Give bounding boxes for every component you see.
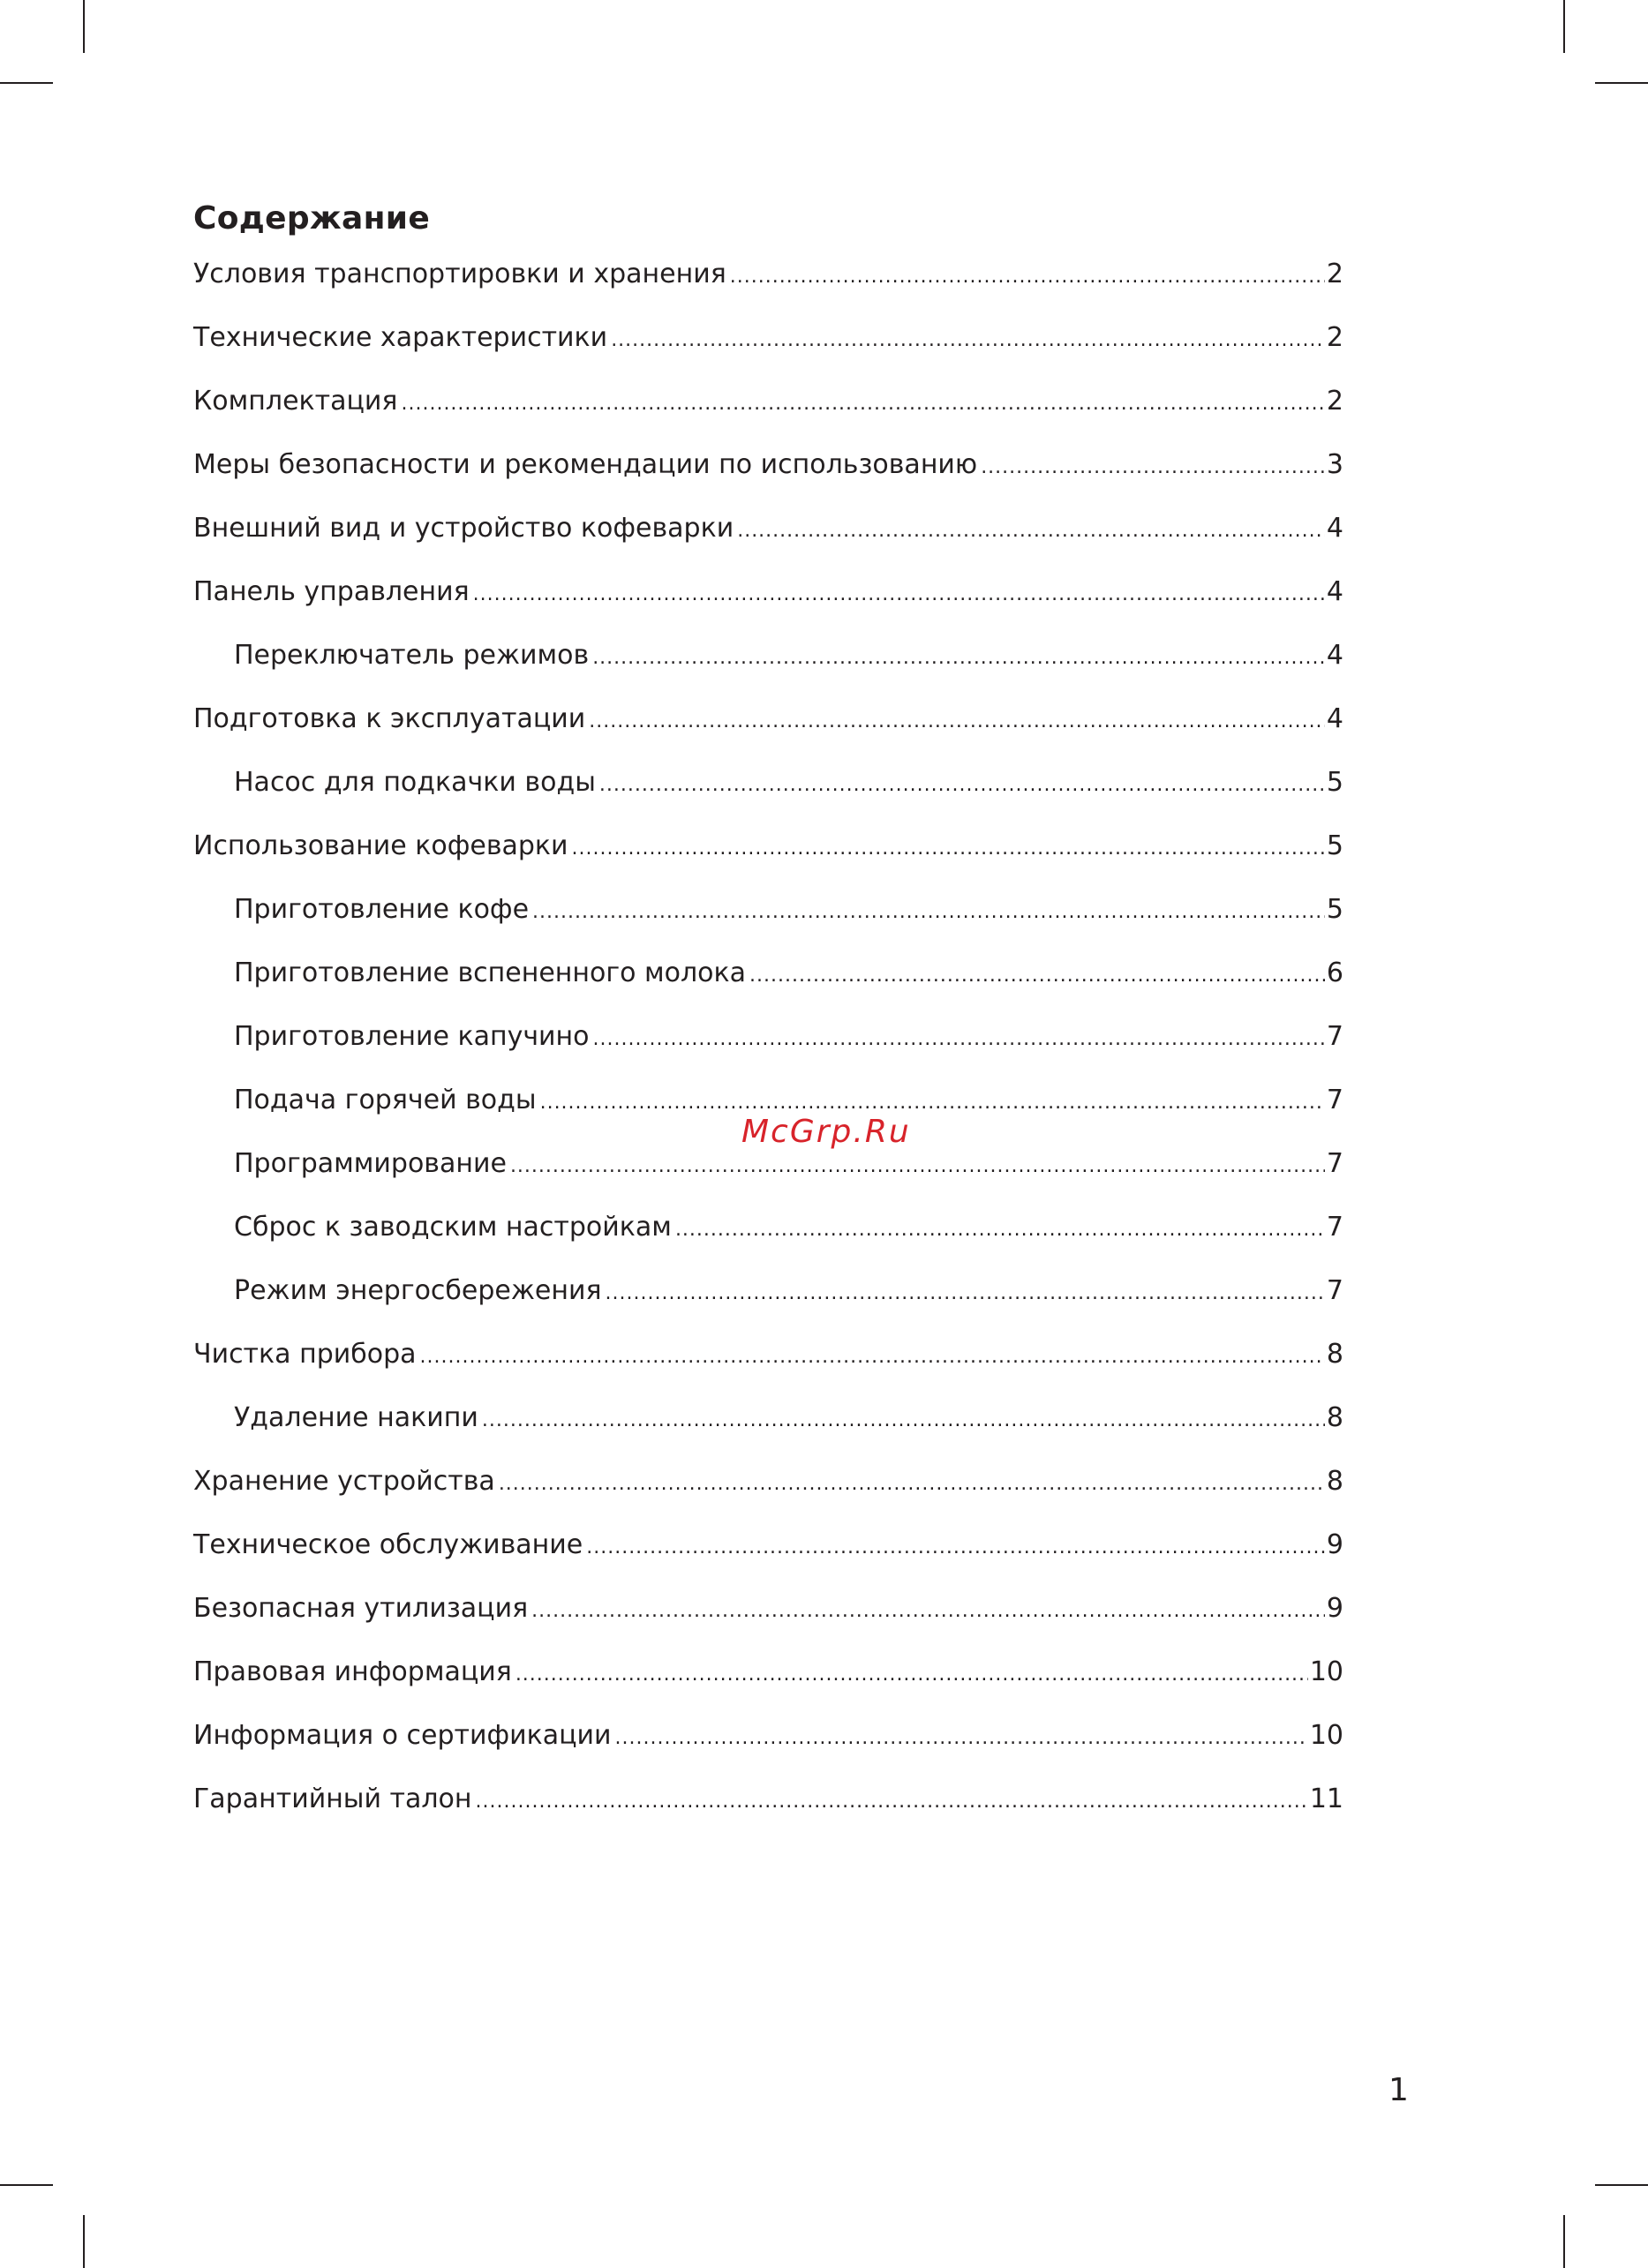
- toc-entry[interactable]: [193, 571, 1343, 635]
- toc-entry[interactable]: [193, 1143, 1343, 1206]
- toc-entry-title: Правовая информация: [193, 1656, 512, 1687]
- toc-entry-title: Сброс к заводским настройкам: [234, 1212, 672, 1243]
- toc-entry[interactable]: [193, 444, 1343, 507]
- toc-entry-title: Хранение устройства: [193, 1466, 495, 1497]
- toc-dot-leader: [482, 1400, 1325, 1442]
- toc-entry[interactable]: [193, 1270, 1343, 1333]
- crop-mark-bottom-right-horizontal: [1595, 2184, 1648, 2186]
- toc-entry-title: Гарантийный талон: [193, 1784, 472, 1814]
- toc-entry-title: Подача горячей воды: [234, 1085, 537, 1115]
- toc-entry-title: Режим энергосбережения: [234, 1275, 602, 1306]
- toc-entry-page-number: 4: [1326, 513, 1343, 544]
- crop-mark-bottom-right-vertical: [1563, 2215, 1565, 2268]
- toc-entry-page-number: 8: [1326, 1339, 1343, 1370]
- toc-entry-page-number: 5: [1326, 767, 1343, 798]
- toc-entry-page-number: 10: [1309, 1656, 1343, 1687]
- toc-entry-page-number: 9: [1326, 1529, 1343, 1560]
- toc-dot-leader: [420, 1336, 1325, 1378]
- toc-dot-leader: [532, 891, 1325, 934]
- toc-entry[interactable]: [193, 889, 1343, 952]
- toc-dot-leader: [531, 1590, 1325, 1633]
- toc-entry-title: Приготовление вспененного молока: [234, 958, 747, 988]
- toc-entry-title: Безопасная утилизация: [193, 1593, 529, 1624]
- toc-entry-title: Приготовление капучино: [234, 1021, 590, 1052]
- toc-entry-page-number: 10: [1309, 1720, 1343, 1751]
- toc-dot-leader: [592, 637, 1325, 680]
- toc-dot-leader: [589, 701, 1325, 743]
- toc-entry-page-number: 8: [1326, 1466, 1343, 1497]
- toc-dot-leader: [599, 764, 1325, 807]
- toc-entry-page-number: 6: [1326, 958, 1343, 988]
- page-number: 1: [1388, 2072, 1409, 2108]
- toc-dot-leader: [611, 319, 1325, 362]
- toc-dot-leader: [473, 574, 1325, 616]
- crop-mark-top-left-horizontal: [0, 82, 53, 84]
- crop-mark-top-left-vertical: [83, 0, 85, 53]
- toc-entry-title: Условия транспортировки и хранения: [193, 259, 726, 289]
- toc-entry-page-number: 11: [1309, 1784, 1343, 1814]
- toc-entry-page-number: 7: [1326, 1275, 1343, 1306]
- toc-dot-leader: [499, 1463, 1325, 1506]
- toc-dot-leader: [593, 1018, 1325, 1061]
- toc-entry[interactable]: [193, 952, 1343, 1016]
- toc-entry[interactable]: [193, 1461, 1343, 1524]
- toc-dot-leader: [540, 1082, 1325, 1124]
- toc-entry-title: Внешний вид и устройство кофеварки: [193, 513, 734, 544]
- toc-entry-page-number: 7: [1326, 1148, 1343, 1179]
- toc-entry-title: Техническое обслуживание: [193, 1529, 583, 1560]
- toc-entry[interactable]: [193, 1206, 1343, 1270]
- toc-entry-title: Панель управления: [193, 576, 470, 607]
- watermark: McGrp.Ru: [741, 1114, 911, 1150]
- table-of-contents: [193, 196, 1343, 1842]
- toc-entry[interactable]: [193, 1397, 1343, 1461]
- toc-dot-leader: [510, 1145, 1325, 1188]
- toc-entry[interactable]: [193, 635, 1343, 698]
- toc-entry-page-number: 4: [1326, 576, 1343, 607]
- toc-entry-page-number: 8: [1326, 1402, 1343, 1433]
- toc-entry[interactable]: [193, 507, 1343, 571]
- crop-mark-bottom-left-horizontal: [0, 2184, 53, 2186]
- toc-entry-page-number: 7: [1326, 1212, 1343, 1243]
- crop-mark-top-right-vertical: [1563, 0, 1565, 53]
- toc-entry-title: Чистка прибора: [193, 1339, 417, 1370]
- toc-entry[interactable]: [193, 317, 1343, 380]
- toc-entry-title: Использование кофеварки: [193, 830, 568, 861]
- toc-entry[interactable]: [193, 1588, 1343, 1651]
- toc-entry-page-number: 2: [1326, 322, 1343, 353]
- toc-entry-page-number: 7: [1326, 1021, 1343, 1052]
- toc-dot-leader: [401, 383, 1324, 425]
- toc-entry-page-number: 3: [1326, 449, 1343, 480]
- toc-entry[interactable]: [193, 1524, 1343, 1588]
- toc-entry-title: Приготовление кофе: [234, 894, 530, 925]
- toc-dot-leader: [606, 1273, 1325, 1315]
- toc-entry[interactable]: [193, 253, 1343, 317]
- toc-entry-title: Программирование: [234, 1148, 507, 1179]
- toc-entry[interactable]: [193, 1016, 1343, 1079]
- toc-entry-page-number: 2: [1326, 386, 1343, 417]
- toc-heading: Содержание: [193, 200, 431, 237]
- toc-entry-page-number: 7: [1326, 1085, 1343, 1115]
- toc-entry[interactable]: [193, 1333, 1343, 1397]
- crop-mark-bottom-left-vertical: [83, 2215, 85, 2268]
- toc-dot-leader: [675, 1209, 1325, 1251]
- toc-dot-leader: [515, 1654, 1308, 1696]
- toc-entry[interactable]: [193, 825, 1343, 889]
- toc-entry[interactable]: [193, 380, 1343, 444]
- toc-entry-title: Технические характеристики: [193, 322, 608, 353]
- toc-entry-page-number: 2: [1326, 259, 1343, 289]
- toc-dot-leader: [615, 1717, 1308, 1760]
- toc-dot-leader: [749, 955, 1325, 997]
- toc-dot-leader: [476, 1781, 1308, 1823]
- toc-entry[interactable]: [193, 1651, 1343, 1715]
- toc-dot-leader: [981, 447, 1325, 489]
- toc-entry-title: Подготовка к эксплуатации: [193, 703, 586, 734]
- toc-entry[interactable]: [193, 762, 1343, 825]
- toc-list: [193, 253, 1343, 1842]
- toc-dot-leader: [586, 1527, 1325, 1569]
- toc-entry-page-number: 9: [1326, 1593, 1343, 1624]
- toc-entry-page-number: 4: [1326, 640, 1343, 671]
- toc-entry-page-number: 4: [1326, 703, 1343, 734]
- toc-entry-title: Меры безопасности и рекомендации по использованию: [193, 449, 978, 480]
- toc-entry[interactable]: [193, 1715, 1343, 1778]
- toc-entry-title: Переключатель режимов: [234, 640, 590, 671]
- toc-entry-title: Комплектация: [193, 386, 398, 417]
- toc-entry-page-number: 5: [1326, 894, 1343, 925]
- toc-entry[interactable]: [193, 1778, 1343, 1842]
- toc-entry-page-number: 5: [1326, 830, 1343, 861]
- toc-dot-leader: [572, 828, 1325, 870]
- crop-mark-top-right-horizontal: [1595, 82, 1648, 84]
- toc-entry[interactable]: [193, 698, 1343, 762]
- toc-entry-title: Насос для подкачки воды: [234, 767, 596, 798]
- toc-entry-title: Информация о сертификации: [193, 1720, 612, 1751]
- toc-dot-leader: [737, 510, 1325, 552]
- toc-dot-leader: [730, 256, 1325, 298]
- toc-entry-title: Удаление накипи: [234, 1402, 478, 1433]
